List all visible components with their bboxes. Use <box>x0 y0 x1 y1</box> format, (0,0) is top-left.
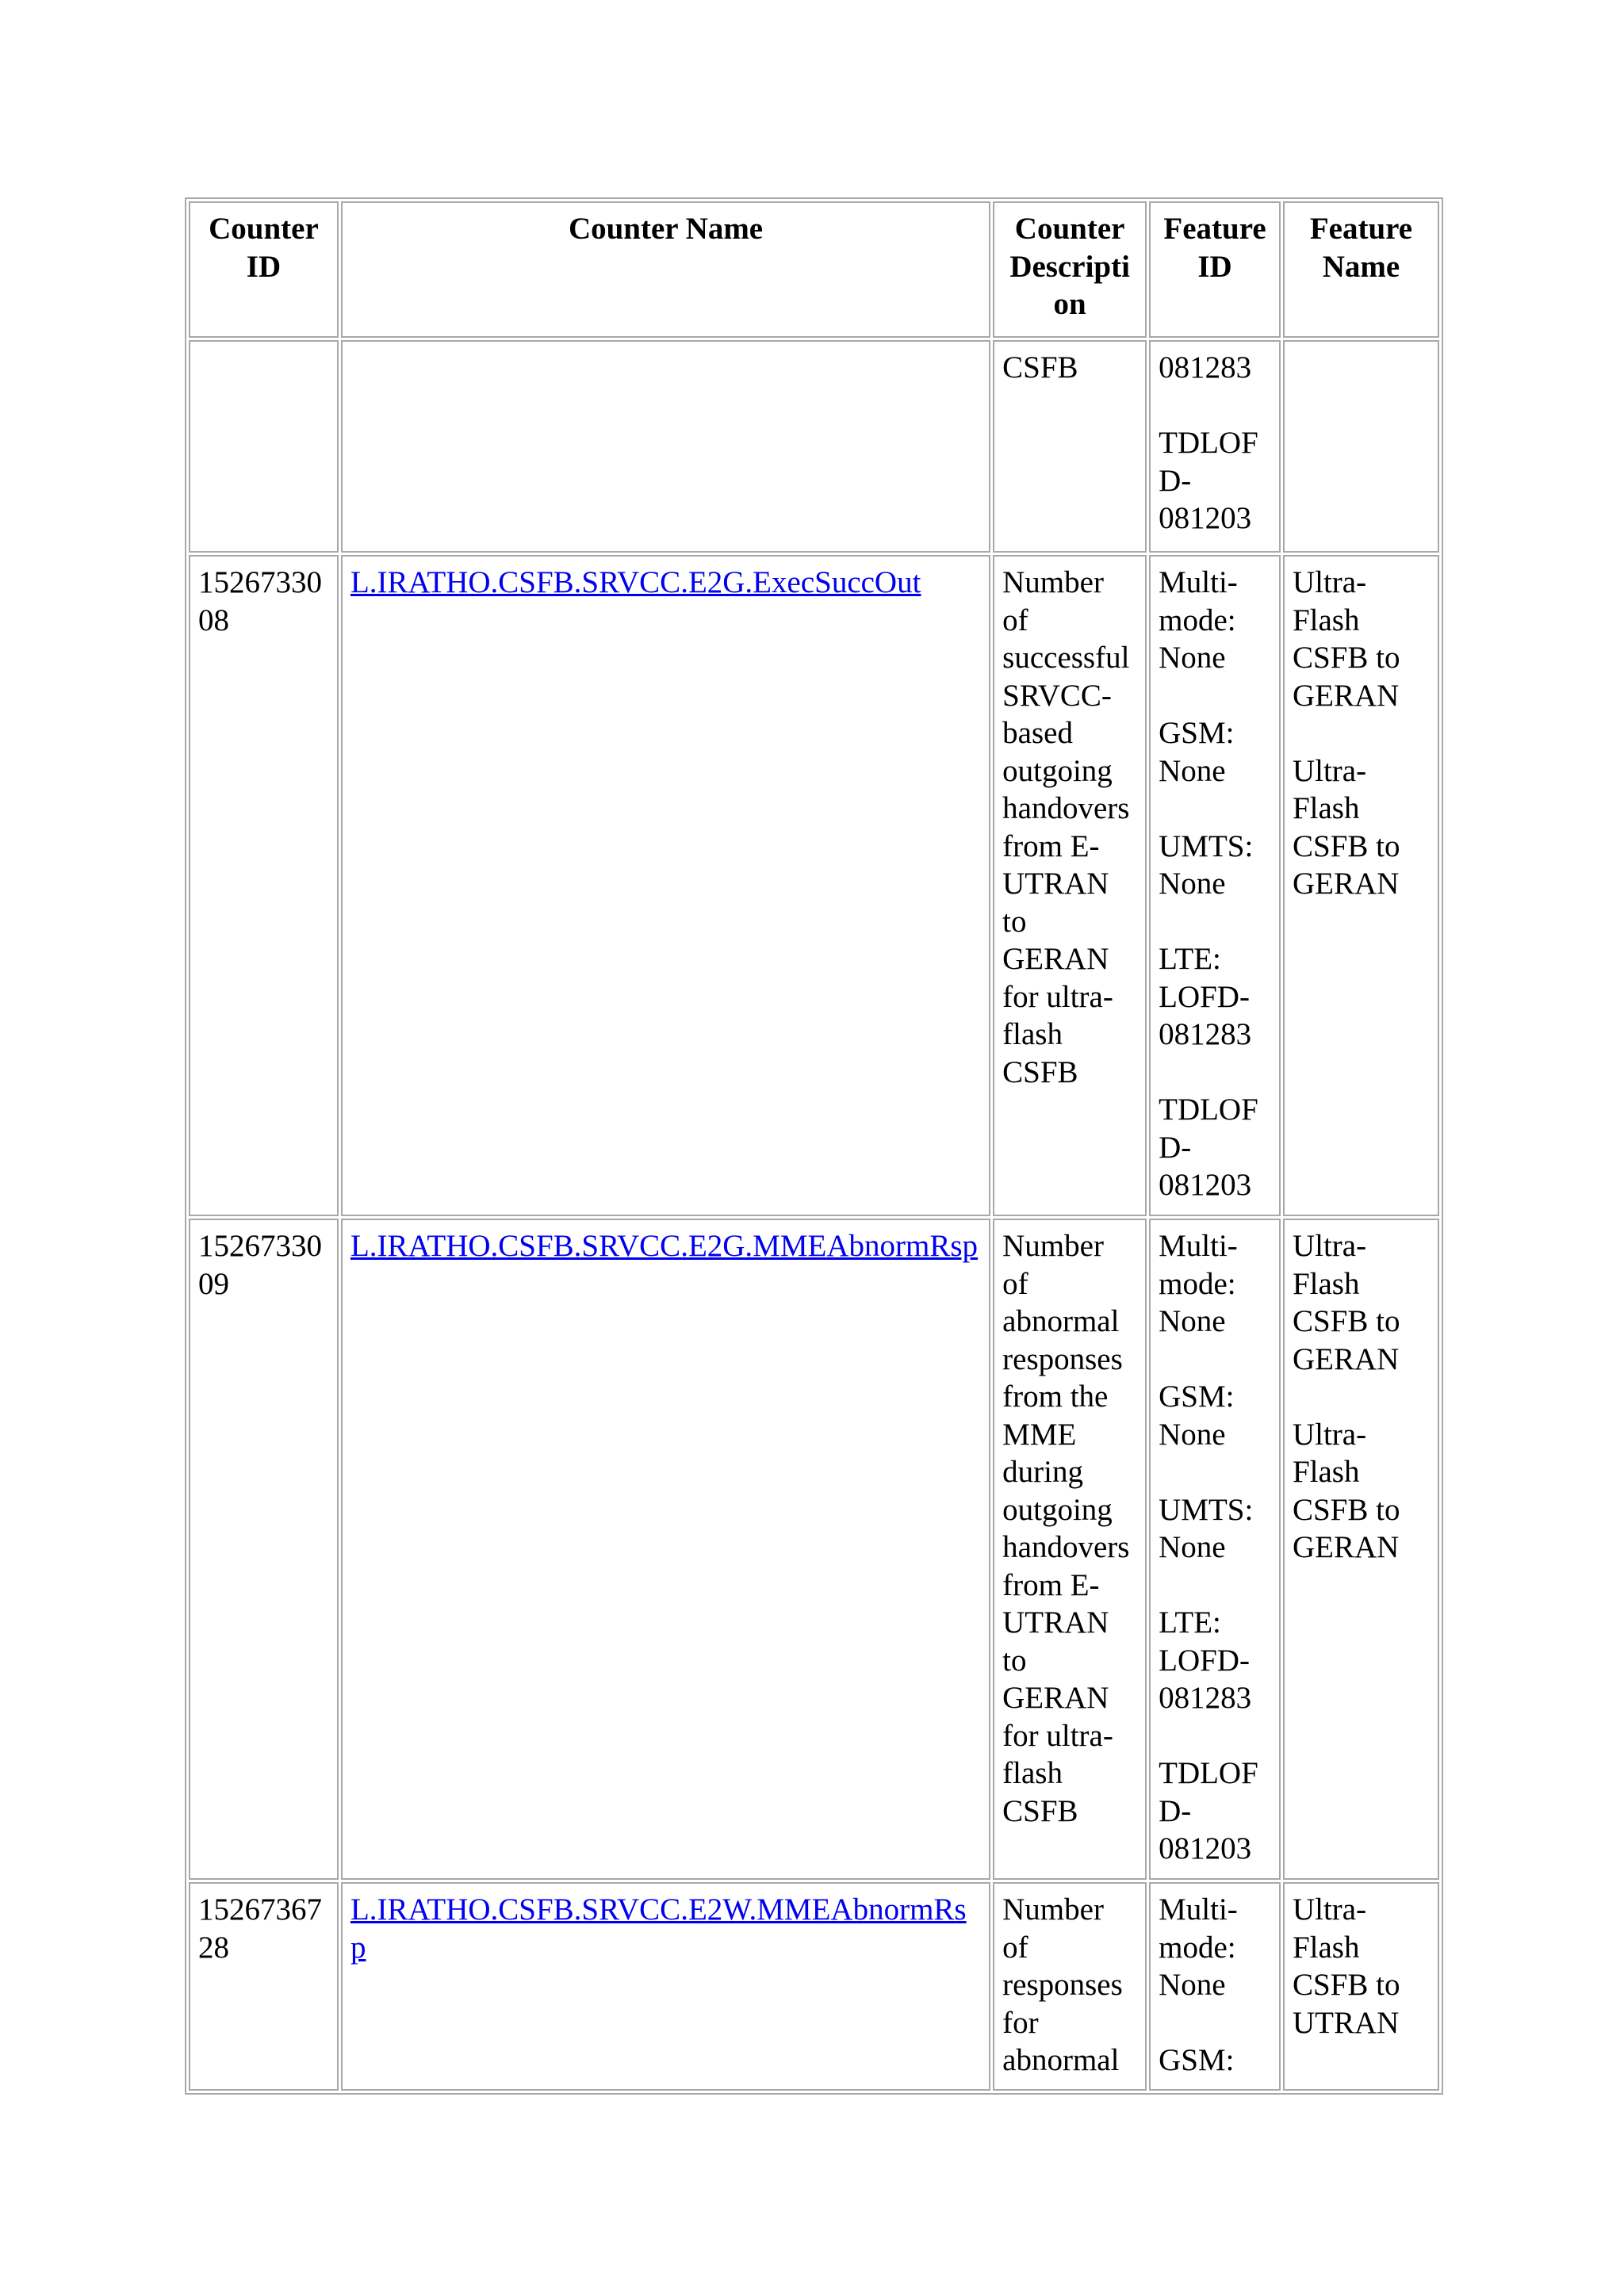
feature-id-entry: TDLOFD-081203 <box>1159 1756 1258 1866</box>
header-feature-id: Feature ID <box>1149 201 1281 338</box>
cell-counter-id: 1526733008 <box>189 555 339 1216</box>
header-counter-name: Counter Name <box>341 201 990 338</box>
feature-id-entry: Multi-mode: None <box>1159 565 1238 675</box>
feature-id-entry: GSM: None <box>1159 1380 1235 1452</box>
table-row <box>189 555 1439 1216</box>
feature-id-entry: UMTS: None <box>1159 1492 1254 1564</box>
cell-description: Number of abnormal responses from the MME during outgoing handovers from E-UTRAN to GERAN for ultra-flash CSFB <box>993 1219 1147 1880</box>
cell-counter-name <box>341 555 990 1216</box>
feature-id-line: TDLOFD-081203 <box>1159 426 1258 535</box>
cell-feature-name <box>1283 340 1439 553</box>
cell-counter-name <box>341 340 990 553</box>
feature-name-entry: Ultra-Flash CSFB to UTRAN <box>1292 1892 1400 2040</box>
cell-description: Number of responses for abnormal <box>993 1882 1147 2091</box>
feature-name-entry: Ultra-Flash CSFB to GERAN <box>1292 753 1400 901</box>
cell-counter-id: 1526736728 <box>189 1882 339 2091</box>
feature-id-entry: TDLOFD-081203 <box>1159 1093 1258 1202</box>
cell-feature-id <box>1149 1882 1281 2091</box>
feature-id-entry: GSM: None <box>1159 716 1235 788</box>
cell-feature-name <box>1283 555 1439 1216</box>
feature-id-entry: Multi-mode: None <box>1159 1892 1238 2002</box>
feature-id-entry: GSM: <box>1159 2043 1235 2077</box>
table-row <box>189 1882 1439 2091</box>
cell-description: CSFB <box>993 340 1147 553</box>
feature-name-entry: Ultra-Flash CSFB to GERAN <box>1292 1417 1400 1564</box>
cell-feature-id <box>1149 340 1281 553</box>
feature-id-entry: Multi-mode: None <box>1159 1229 1238 1338</box>
cell-counter-id <box>189 340 339 553</box>
cell-description: Number of successful SRVCC-based outgoing handovers from E-UTRAN to GERAN for ultra-flash CSFB <box>993 555 1147 1216</box>
counter-name-link[interactable]: L.IRATHO.CSFB.SRVCC.E2G.MMEAbnormRsp <box>350 1229 979 1263</box>
cell-feature-id <box>1149 1219 1281 1880</box>
cell-feature-name <box>1283 1882 1439 2091</box>
cell-feature-name <box>1283 1219 1439 1880</box>
table-header-row <box>189 201 1439 338</box>
feature-name-entry: Ultra-Flash CSFB to GERAN <box>1292 1229 1400 1376</box>
feature-id-entry: LTE: LOFD-081283 <box>1159 942 1252 1051</box>
table-row <box>189 1219 1439 1880</box>
cell-counter-name <box>341 1219 990 1880</box>
feature-name-entry: Ultra-Flash CSFB to GERAN <box>1292 565 1400 713</box>
cell-feature-id <box>1149 555 1281 1216</box>
cell-counter-id: 1526733009 <box>189 1219 339 1880</box>
counter-table <box>185 197 1443 2095</box>
counter-name-link[interactable]: L.IRATHO.CSFB.SRVCC.E2G.ExecSuccOut <box>350 565 921 599</box>
table-row-continuation <box>189 340 1439 553</box>
header-counter-id: Counter ID <box>189 201 339 338</box>
feature-id-line: 081283 <box>1159 350 1252 385</box>
cell-counter-name <box>341 1882 990 2091</box>
header-counter-description: Counter Description <box>993 201 1147 338</box>
feature-id-entry: LTE: LOFD-081283 <box>1159 1605 1252 1715</box>
header-feature-name: Feature Name <box>1283 201 1439 338</box>
feature-id-entry: UMTS: None <box>1159 828 1254 901</box>
counter-name-link[interactable]: L.IRATHO.CSFB.SRVCC.E2W.MMEAbnormRsp <box>350 1892 967 1965</box>
